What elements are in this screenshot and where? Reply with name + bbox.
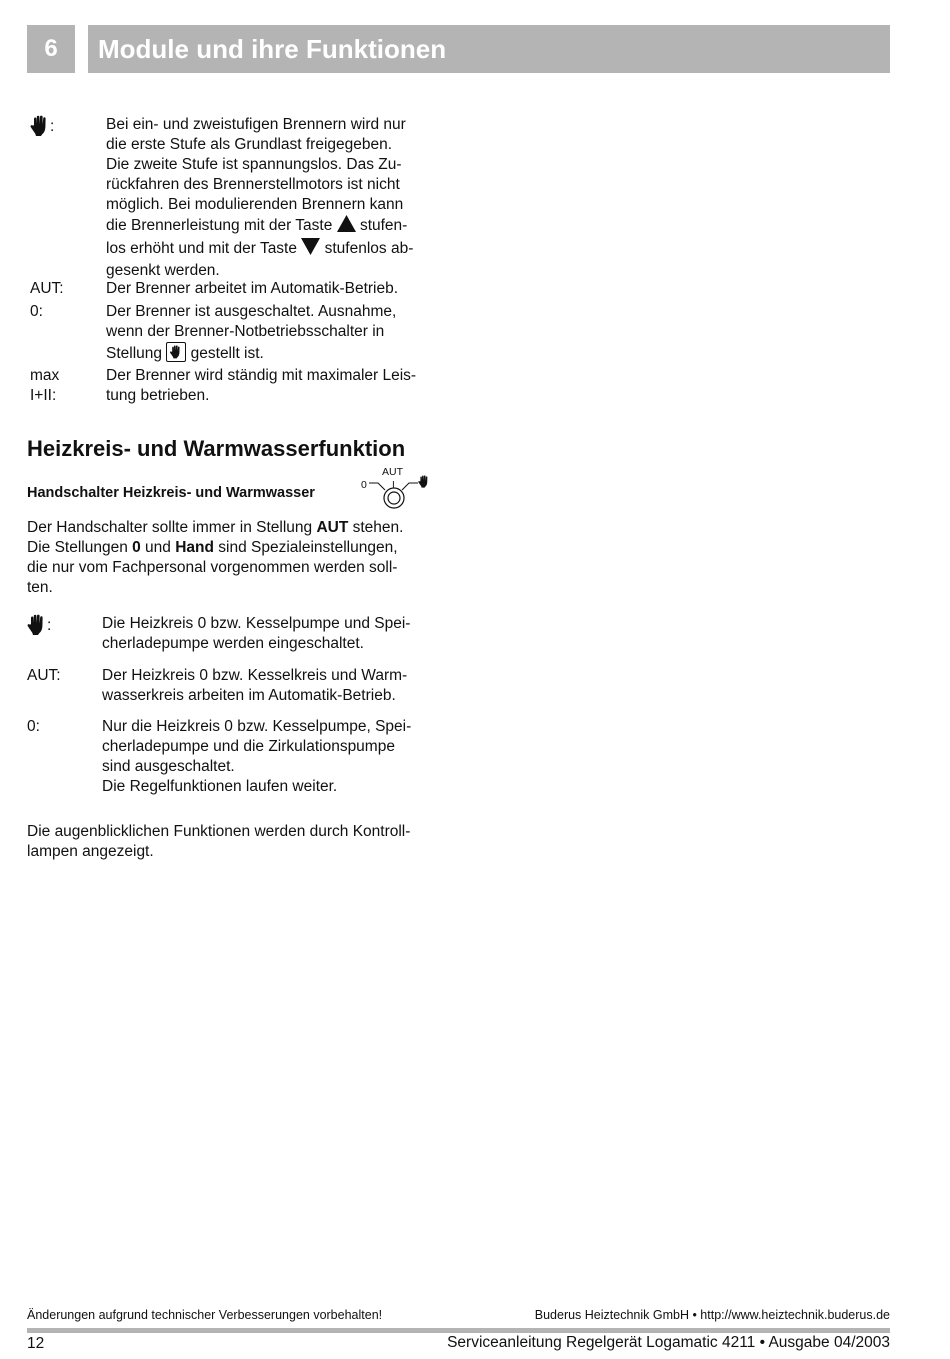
up-triangle-icon [337, 215, 356, 238]
text-line: Der Brenner arbeitet im Automatik-Betrieb. [106, 280, 399, 297]
text-fragment: und [140, 539, 176, 556]
text-line: gesenkt werden. [106, 262, 220, 279]
switch-knob-inner [388, 492, 400, 504]
burner-mode-hand-description [106, 115, 446, 281]
circuit-mode-off-description [102, 717, 442, 797]
text-line: sind ausgeschaltet. [102, 758, 235, 775]
circuit-mode-hand-term [27, 614, 51, 636]
chapter-title: Module und ihre Funktionen [88, 25, 890, 73]
circuit-mode-hand-colon: : [47, 617, 52, 634]
text-fragment: sind Spezialeinstellungen, [213, 539, 398, 556]
circuit-mode-aut-description [102, 666, 442, 706]
text-line: Die augenblicklichen Funktionen werden durch Kontroll- [27, 823, 411, 840]
text-line-with-down-key [106, 238, 446, 261]
text-line [27, 538, 447, 558]
switch-knob-outer [384, 488, 404, 508]
burner-mode-hand-colon: : [50, 118, 55, 135]
footer-divider [27, 1328, 890, 1333]
burner-mode-off-term: 0: [30, 303, 43, 320]
circuit-mode-aut-term: AUT: [27, 667, 61, 684]
circuit-mode-off-term: 0: [27, 718, 40, 735]
text-line: die nur vom Fachpersonal vorgenommen werden soll- [27, 559, 398, 576]
closing-paragraph [27, 822, 447, 862]
text-line-with-hand-symbol [106, 342, 446, 364]
text-fragment: gestellt ist. [190, 345, 264, 362]
text-line: cherladepumpe und die Zirkulationspumpe [102, 738, 395, 755]
text-line: Nur die Heizkreis 0 bzw. Kesselpumpe, Spei- [102, 718, 412, 735]
text-line: Die Regelfunktionen laufen weiter. [102, 778, 338, 795]
text-line: ten. [27, 579, 53, 596]
text-line: Der Brenner wird ständig mit maximaler Leis- [106, 367, 417, 384]
switch-label-aut: AUT [382, 466, 403, 478]
switch-label-i: I [392, 480, 395, 491]
chapter-number: 6 [27, 25, 75, 73]
text-line: Die Heizkreis 0 bzw. Kesselpumpe und Spei- [102, 615, 411, 632]
burner-mode-max-description [106, 366, 446, 406]
page-number: 12 [27, 1335, 45, 1352]
text-fragment: Stellung [106, 345, 163, 362]
down-triangle-icon [301, 238, 320, 261]
hand-switch-diagram [358, 463, 436, 511]
text-line: cherladepumpe werden eingeschaltet. [102, 635, 364, 652]
switch-label-off: 0 [361, 479, 367, 491]
text-fragment-bold: AUT [316, 519, 349, 536]
burner-mode-aut-term: AUT: [30, 280, 64, 297]
text-fragment-bold: 0 [132, 539, 141, 556]
text-line: wenn der Brenner-Notbetriebsschalter in [106, 323, 385, 340]
switch-line-right [402, 483, 418, 490]
text-line-with-up-key [106, 215, 446, 238]
section-subheading: Handschalter Heizkreis- und Warmwasser [27, 485, 315, 501]
circuit-mode-hand-description [102, 614, 442, 654]
boxed-hand-icon [166, 342, 186, 362]
section-heading: Heizkreis- und Warmwasserfunktion [27, 436, 406, 461]
text-fragment: die Brennerleistung mit der Taste [106, 217, 333, 234]
text-fragment: Der Handschalter sollte immer in Stellung [27, 519, 317, 536]
text-line: tung betrieben. [106, 387, 210, 404]
text-fragment: Die Stellungen [27, 539, 133, 556]
text-fragment: stufen- [359, 217, 408, 234]
burner-mode-aut-description [106, 279, 446, 299]
text-line: Der Brenner ist ausgeschaltet. Ausnahme, [106, 303, 397, 320]
text-fragment: stufenlos ab- [324, 240, 414, 257]
text-fragment-bold: Hand [175, 539, 214, 556]
footer-document-title: Serviceanleitung Regelgerät Logamatic 4211 • Ausgabe 04/2003 [447, 1334, 890, 1351]
text-line: Der Heizkreis 0 bzw. Kesselkreis und Warm- [102, 667, 408, 684]
text-fragment: stehen. [348, 519, 404, 536]
text-line: Die zweite Stufe ist spannungslos. Das Zu- [106, 156, 402, 173]
text-line [27, 518, 447, 538]
burner-mode-max-term: max I+II: [30, 367, 60, 404]
hand-icon [30, 115, 50, 137]
footer-disclaimer: Änderungen aufgrund technischer Verbesserungen vorbehalten! [27, 1308, 383, 1322]
hand-icon [27, 614, 47, 636]
text-line: die erste Stufe als Grundlast freigegeben. [106, 136, 393, 153]
burner-mode-off-description [106, 302, 446, 364]
text-line: wasserkreis arbeiten im Automatik-Betrieb. [102, 687, 396, 704]
intro-paragraph [27, 518, 447, 598]
burner-mode-hand-term [30, 115, 54, 137]
text-fragment: los erhöht und mit der Taste [106, 240, 297, 257]
text-line: lampen angezeigt. [27, 843, 154, 860]
text-line: möglich. Bei modulierenden Brennern kann [106, 196, 404, 213]
text-line: rückfahren des Brennerstellmotors ist nicht [106, 176, 400, 193]
switch-line-left [369, 483, 385, 490]
footer-company: Buderus Heiztechnik GmbH • http://www.heiztechnik.buderus.de [534, 1308, 890, 1322]
text-line: Bei ein- und zweistufigen Brennern wird nur [106, 116, 406, 133]
hand-icon [418, 475, 427, 487]
